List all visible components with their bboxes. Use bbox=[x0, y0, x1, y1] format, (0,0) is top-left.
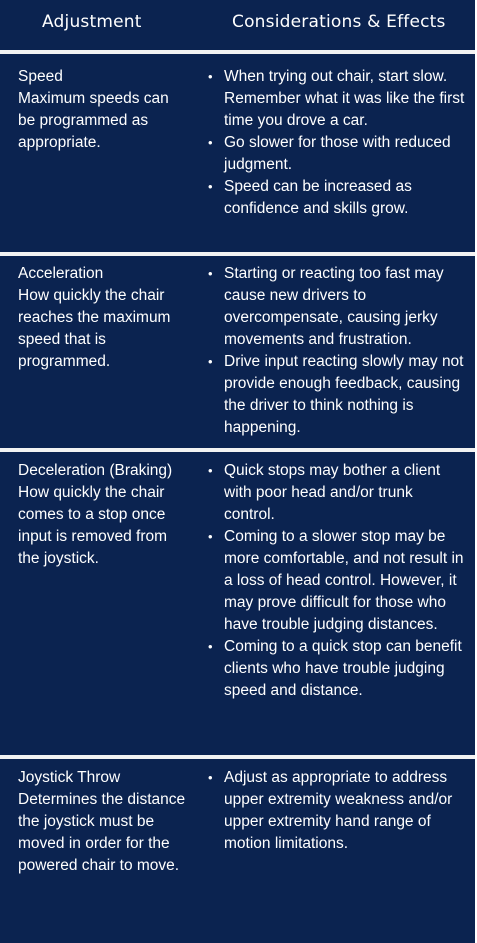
row-deceleration-considerations bbox=[205, 460, 467, 702]
row-joystick-adjustment bbox=[18, 767, 190, 877]
list-item: • Go slower for those with reduced judgment. bbox=[208, 134, 451, 173]
row-divider bbox=[0, 755, 475, 759]
bullet-icon: • bbox=[208, 463, 213, 478]
bullet-icon: • bbox=[208, 770, 213, 785]
list-item: • When trying out chair, start slow. Remember what it was like the first time you drove a car. bbox=[208, 68, 465, 129]
adjustment-description: How quickly the chair reaches the maximum speed that is programmed. bbox=[18, 287, 171, 370]
bullet-icon: • bbox=[208, 179, 213, 194]
bullet-icon: • bbox=[208, 529, 213, 544]
list-item: • Starting or reacting too fast may cause new drivers to overcompensate, causing jerky movements and frustration. bbox=[208, 265, 444, 348]
row-divider bbox=[0, 50, 475, 54]
adjustment-title: Acceleration bbox=[18, 265, 104, 282]
list-item: • Drive input reacting slowly may not provide enough feedback, causing the driver to think nothing is happening. bbox=[208, 353, 464, 436]
bullet-icon: • bbox=[208, 135, 213, 150]
list-item: • Coming to a slower stop may be more comfortable, and not result in a loss of head control. However, it may prove difficult for those who have trouble judging distances. bbox=[208, 528, 464, 633]
list-item: • Coming to a quick stop can benefit clients who have trouble judging speed and distance. bbox=[208, 638, 462, 699]
list-item: • Speed can be increased as confidence and skills grow. bbox=[208, 178, 412, 217]
adjustment-description: Determines the distance the joystick must be moved in order for the powered chair to move. bbox=[18, 791, 186, 874]
adjustment-title: Joystick Throw bbox=[18, 769, 121, 786]
list-item: • Adjust as appropriate to address upper extremity weakness and/or upper extremity hand range of motion limitations. bbox=[208, 769, 453, 852]
row-speed-considerations bbox=[205, 66, 467, 220]
table-header bbox=[0, 0, 475, 50]
bullet-icon: • bbox=[208, 69, 213, 84]
bullet-icon: • bbox=[208, 266, 213, 281]
row-divider bbox=[0, 448, 475, 452]
list-item: • Quick stops may bother a client with poor head and/or trunk control. bbox=[208, 462, 441, 523]
row-joystick-considerations bbox=[205, 767, 467, 855]
bullet-icon: • bbox=[208, 354, 213, 369]
adjustment-description: Maximum speeds can be programmed as appropriate. bbox=[18, 90, 169, 151]
row-speed-adjustment bbox=[18, 66, 190, 154]
adjustment-title: Deceleration (Braking) bbox=[18, 462, 173, 479]
row-deceleration-adjustment bbox=[18, 460, 190, 570]
header-considerations: Considerations & Effects bbox=[232, 12, 446, 32]
bullet-icon: • bbox=[208, 639, 213, 654]
row-acceleration-adjustment bbox=[18, 263, 190, 373]
row-acceleration-considerations bbox=[205, 263, 467, 439]
row-divider bbox=[0, 252, 475, 256]
header-adjustment: Adjustment bbox=[42, 12, 142, 32]
adjustment-description: How quickly the chair comes to a stop once input is removed from the joystick. bbox=[18, 484, 168, 567]
adjustment-title: Speed bbox=[18, 68, 63, 85]
